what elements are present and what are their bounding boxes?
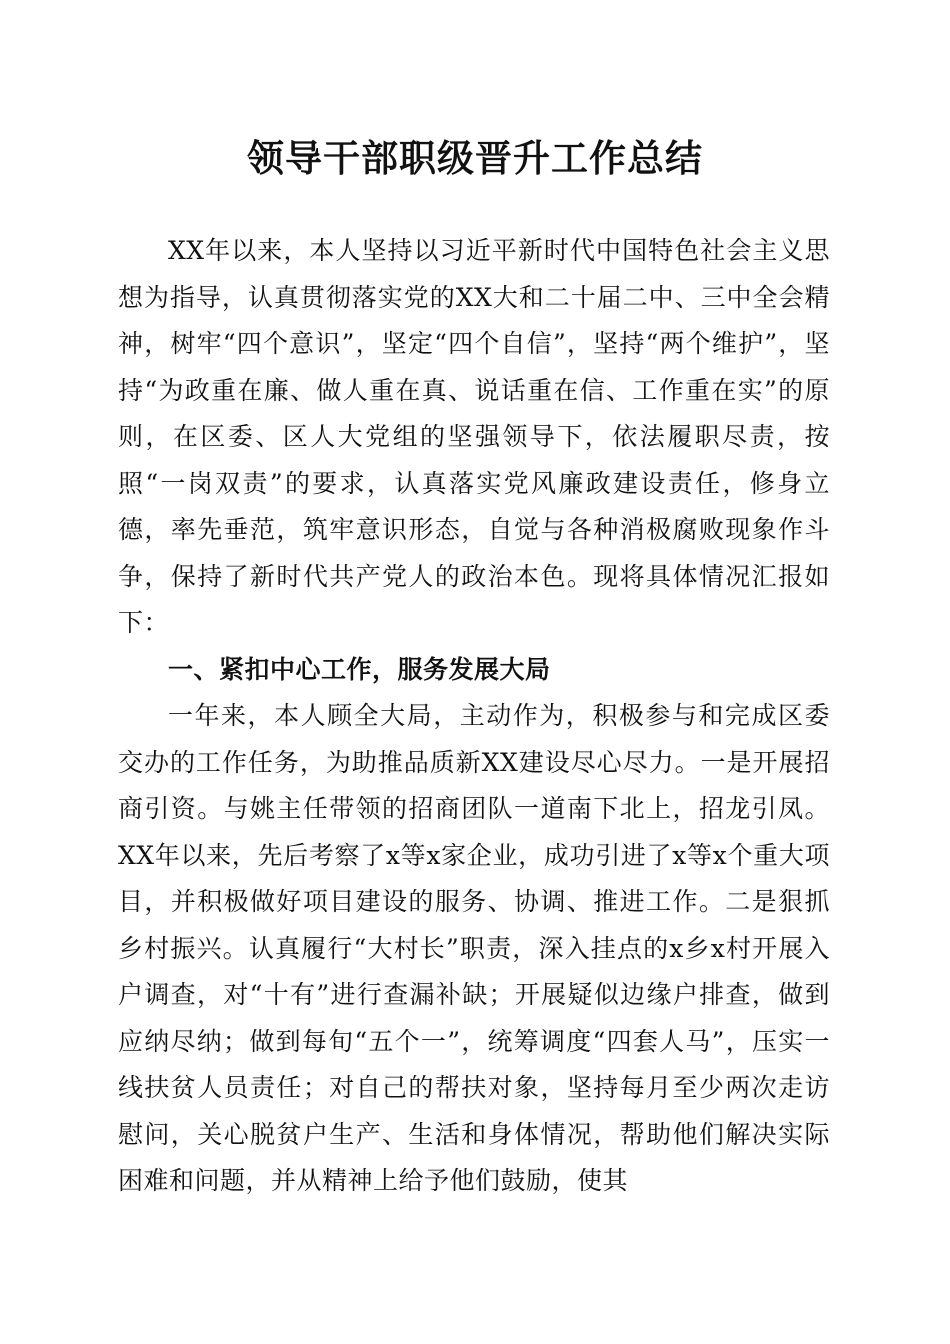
section-paragraph: 一年来，本人顾全大局，主动作为，积极参与和完成区委交办的工作任务，为助推品质新XX建设尽心尽力。一是开展招商引资。与姚主任带领的招商团队一道南下北上，招龙引凤。XX年以来，先后考察了x等x家企业，成功引进了x等x个重大项目，并积极做好项目建设的服务、协调、推进工作。二是狠抓乡村振兴。认真履行“大村长”职责，深入挂点的x乡x村开展入户调查，对“十有”进行查漏补缺；开展疑似边缘户排查，做到应纳尽纳；做到每旬“五个一”，统筹调度“四套人马”，压实一线扶贫人员责任；对自己的帮扶对象，坚持每月至少两次走访慰问，关心脱贫户生产、生活和身体情况，帮助他们解决实际困难和问题，并从精神上给予他们鼓励，使其 xyxy=(118,701,830,1195)
intro-paragraph: XX年以来，本人坚持以习近平新时代中国特色社会主义思想为指导，认真贯彻落实党的XX大和二十届二中、三中全会精神，树牢“四个意识”，坚定“四个自信”，坚持“两个维护”，坚持“为政重在廉、做人重在真、说话重在信、工作重在实”的原则，在区委、区人大党组的坚强领导下，依法履职尽责，按照“一岗双责”的要求，认真落实党风廉政建设责任，修身立德，率先垂范，筑牢意识形态，自觉与各种消极腐败现象作斗争，保持了新时代共产党人的政治本色。现将具体情况汇报如下： xyxy=(118,236,830,637)
document-title: 领导干部职级晋升工作总结 xyxy=(247,136,703,180)
section-heading: 一、紧扣中心工作，服务发展大局 xyxy=(168,654,551,684)
document-body xyxy=(118,228,830,1205)
